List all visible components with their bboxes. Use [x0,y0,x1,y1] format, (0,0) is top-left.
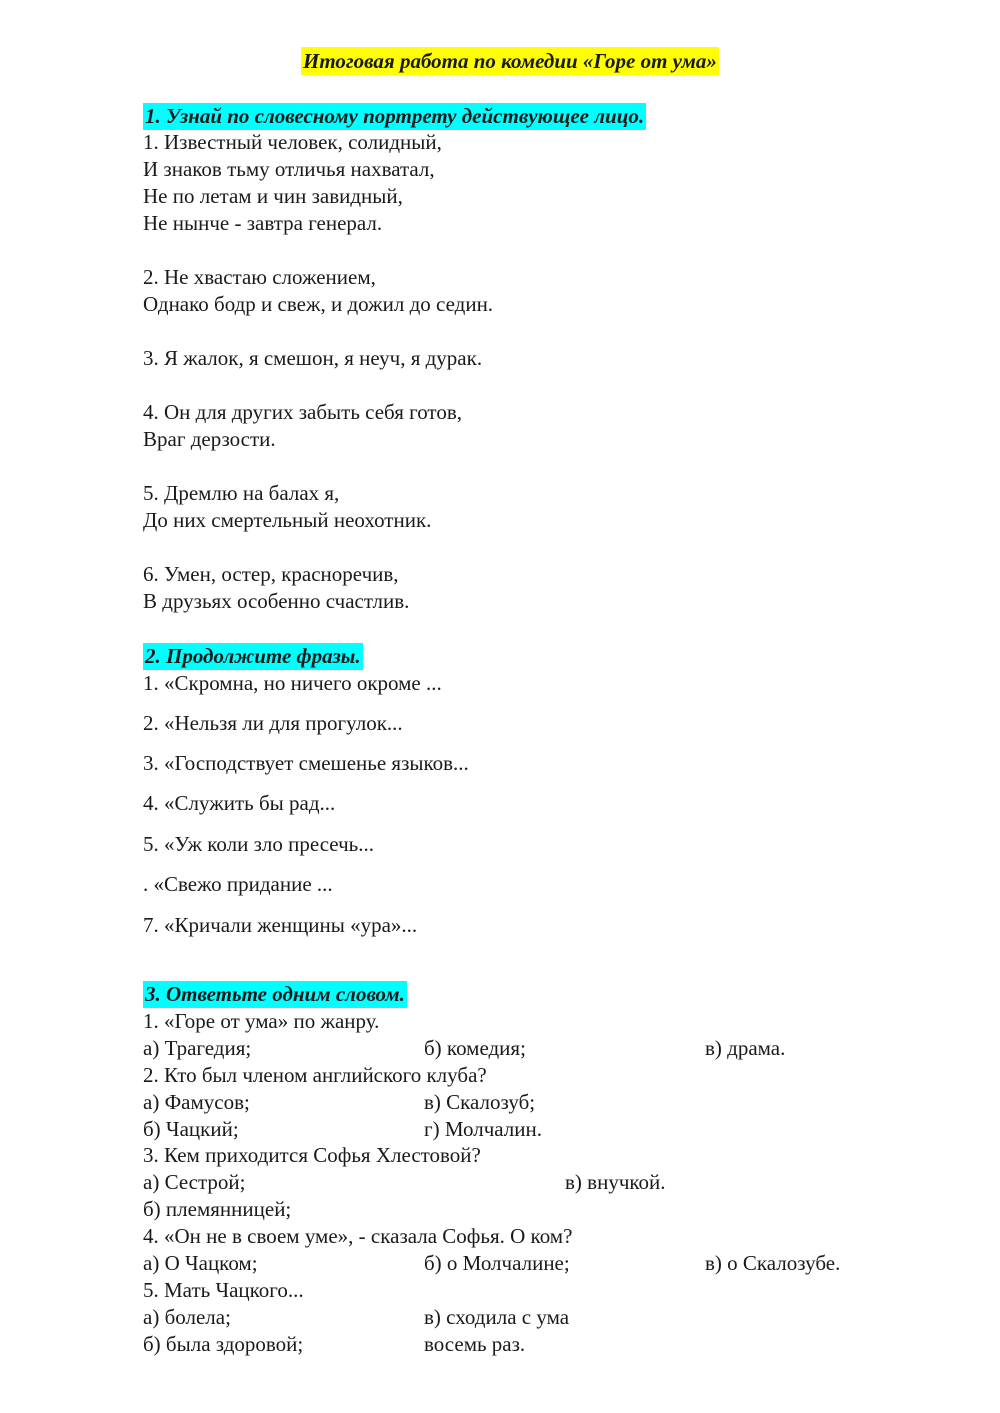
q5-option-b: б) была здоровой; [143,1332,304,1356]
portrait-3-line-1: 3. Я жалок, я смешон, я неуч, я дурак. [143,346,483,370]
q1-option-a: а) Трагедия; [143,1036,252,1060]
q4-option-v: в) о Скалозубе. [705,1251,841,1275]
phrase-item: 4. «Служить бы рад... [143,791,336,815]
section3-heading: 3. Ответьте одним словом. [145,982,405,1006]
phrase-item: 5. «Уж коли зло пресечь... [143,832,374,856]
portrait-6-line-2: В друзьях особенно счастлив. [143,589,410,613]
question-5: 5. Мать Чацкого... [143,1278,304,1302]
portrait-4-line-1: 4. Он для других забыть себя готов, [143,400,462,424]
q2-option-b: б) Чацкий; [143,1117,239,1141]
phrase-item: . «Свежо придание ... [143,872,333,896]
portrait-1-line-2: И знаков тьму отличья нахватал, [143,157,435,181]
q3-option-a: а) Сестрой; [143,1170,246,1194]
question-4: 4. «Он не в своем уме», - сказала Софья. О ком? [143,1224,573,1248]
document-title: Итоговая работа по комедии «Горе от ума» [303,49,717,73]
portrait-6-line-1: 6. Умен, остер, красноречив, [143,562,399,586]
q1-option-b: б) комедия; [424,1036,526,1060]
q5-option-v: в) сходила с ума [424,1305,570,1329]
q4-option-b: б) о Молчалине; [424,1251,570,1275]
q4-option-a: а) О Чацком; [143,1251,258,1275]
portrait-1-line-3: Не по летам и чин завидный, [143,184,403,208]
portrait-5-line-2: До них смертельный неохотник. [143,508,432,532]
phrase-item: 2. «Нельзя ли для прогулок... [143,711,403,735]
portrait-2-line-2: Однако бодр и свеж, и дожил до седин. [143,292,494,316]
question-1: 1. «Горе от ума» по жанру. [143,1009,380,1033]
q5-option-a: а) болела; [143,1305,231,1329]
q3-option-v: в) внучкой. [565,1170,666,1194]
q2-option-a: а) Фамусов; [143,1090,250,1114]
phrase-item: 7. «Кричали женщины «ура»... [143,913,418,937]
q1-option-c: в) драма. [705,1036,786,1060]
q3-option-b: б) племянницей; [143,1197,292,1221]
q5-option-v-continued: восемь раз. [424,1332,526,1356]
q2-option-v: в) Скалозуб; [424,1090,536,1114]
question-3: 3. Кем приходится Софья Хлестовой? [143,1143,481,1167]
q2-option-g: г) Молчалин. [424,1117,542,1141]
phrase-item: 1. «Скромна, но ничего окроме ... [143,671,442,695]
portrait-4-line-2: Враг дерзости. [143,427,276,451]
section2-heading: 2. Продолжите фразы. [145,644,361,668]
portrait-5-line-1: 5. Дремлю на балах я, [143,481,340,505]
portrait-2-line-1: 2. Не хвастаю сложением, [143,265,376,289]
question-2: 2. Кто был членом английского клуба? [143,1063,487,1087]
portrait-1-line-4: Не нынче - завтра генерал. [143,211,383,235]
section1-heading: 1. Узнай по словесному портрету действующее лицо. [145,104,645,128]
portrait-1-line-1: 1. Известный человек, солидный, [143,130,442,154]
phrase-item: 3. «Господствует смешенье языков... [143,751,469,775]
